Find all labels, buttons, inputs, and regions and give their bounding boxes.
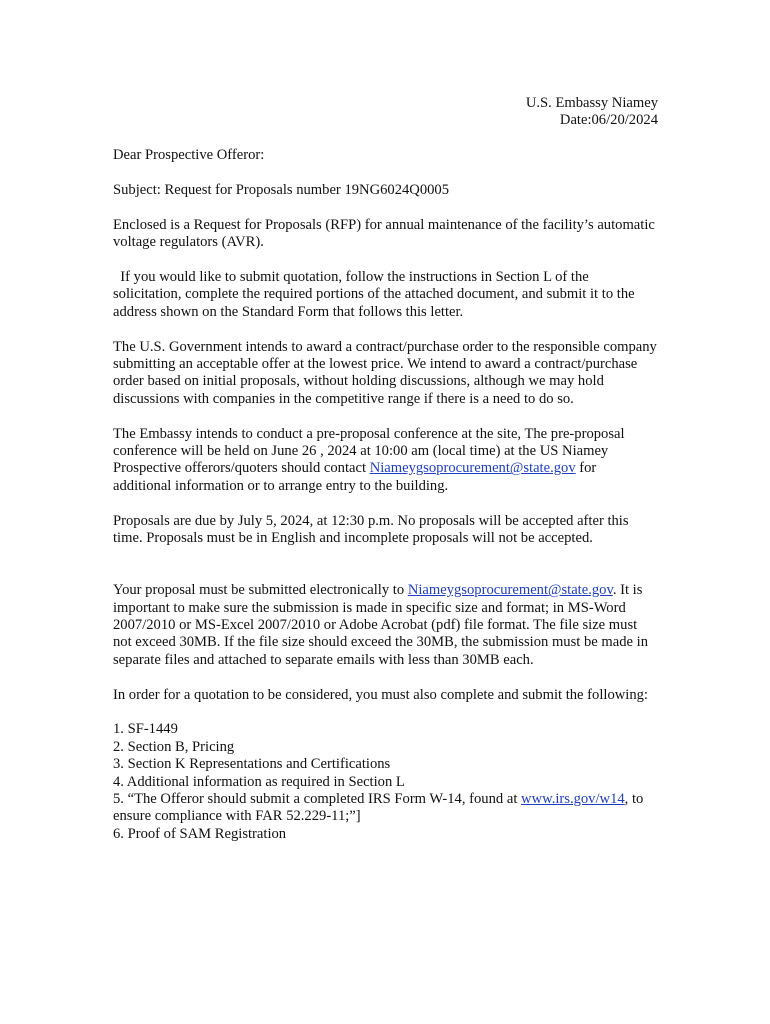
submission-text-end: . It is important to make sure the submission is made in specific size and format; in MS-Word 2007/2010 or MS-Excel 2007/2010 or Adobe Acrobat (pdf) file format. The file size must not exceed 30MB. If the file size should exceed the 30MB, the submission must be made in separate files and attached to separate emails with less than 30MB each. [113,582,648,668]
list-item: 4. Additional information as required in Section L [113,773,405,790]
letter-date: Date:06/20/2024 [559,112,658,129]
list-item: 3. Section K Representations and Certifications [113,756,391,773]
required-items-list [113,721,658,843]
sender-name: U.S. Embassy Niamey [525,95,658,111]
paragraph-pre-proposal-conference [113,426,658,496]
conference-text-end: for additional information or to arrange entry to the building. [113,460,597,494]
procurement-email-link[interactable]: Niameygsoprocurement@state.gov [369,460,576,477]
w14-text-end: , to ensure compliance with FAR 52.229-11;”] [113,791,644,825]
paragraph-award-intent: The U.S. Government intends to award a contract/purchase order to the responsible company submitting an acceptable offer at the lowest price. We intend to award a contract/purchase order based on initial proposals, without holding discussions, although we may hold discussions with companies in the competitive range if there is a need to do so. [113,338,657,407]
salutation: Dear Prospective Offeror: [113,147,265,164]
paragraph-submission-instructions: If you would like to submit quotation, follow the instructions in Section L of the solicitation, complete the required portions of the attached document, and submit it to the address shown on the Standard Form that follows this letter. [113,269,635,320]
w14-text: 5. “The Offeror should submit a completed IRS Form W-14, found at [113,791,522,808]
list-item: 6. Proof of SAM Registration [113,825,287,842]
paragraph-rfp-intro: Enclosed is a Request for Proposals (RFP) for annual maintenance of the facility’s automatic voltage regulators (AVR). [113,216,655,251]
spacer [113,565,658,582]
subject-line: Subject: Request for Proposals number 19NG6024Q0005 [113,182,450,198]
submission-text: Your proposal must be submitted electronically to [113,582,408,599]
paragraph-required-items: In order for a quotation to be considered, you must also complete and submit the following: [113,686,648,703]
letter-page [113,95,658,843]
list-item [113,791,658,826]
submission-email-link[interactable]: Niameygsoprocurement@state.gov [407,582,613,599]
irs-w14-link[interactable]: www.irs.gov/w14 [521,791,625,808]
letter-header [113,95,658,130]
paragraph-electronic-submission [113,582,658,669]
conference-text: The Embassy intends to conduct a pre-proposal conference at the site, The pre-proposal conference will be held on June 26 , 2024 at 10:00 am (local time) at the US Niamey Prospective offerors/quoters should contact [113,425,625,477]
list-item: 2. Section B, Pricing [113,738,235,755]
list-item: 1. SF-1449 [113,721,178,738]
paragraph-due-date: Proposals are due by July 5, 2024, at 12:30 p.m. No proposals will be accepted after this time. Proposals must be in English and incomplete proposals will not be accepted. [113,512,629,547]
